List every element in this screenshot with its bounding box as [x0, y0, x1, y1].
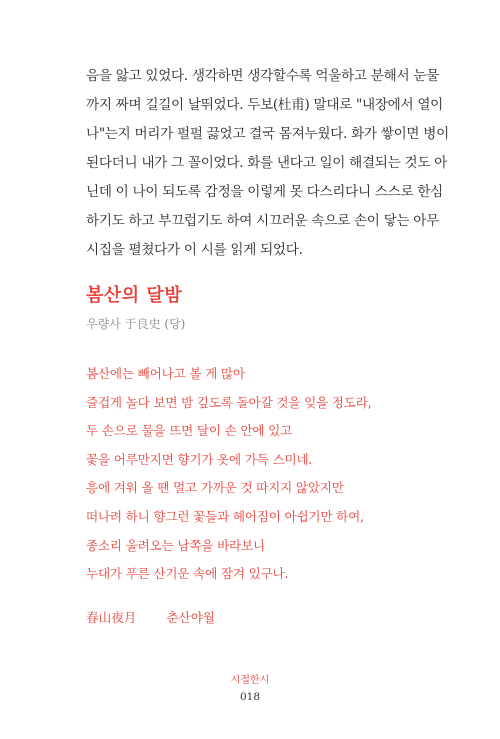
- body-text-line: 까지 짜며 길길이 날뛰었다. 두보(杜甫) 말대로 "내장에서 열이: [86, 97, 444, 113]
- poem-title: 봄산의 달밤: [86, 285, 183, 306]
- body-text-line: 닌데 이 나이 되도록 감정을 이렇게 못 다스리다니 스스로 한심: [86, 184, 443, 200]
- poem-line: 누대가 푸른 산기운 속에 잠겨 있구나.: [86, 566, 289, 582]
- poem-line: 봄산에는 빼어나고 볼 게 많아: [86, 366, 245, 381]
- running-head: 시절한시: [230, 675, 270, 686]
- body-text-line: 하기도 하고 부끄럽기도 하여 시끄러운 속으로 손이 닿는 아무: [86, 213, 439, 229]
- body-text-line: 된다더니 내가 그 꼴이었다. 화를 낸다고 일이 해결되는 것도 아: [86, 155, 447, 171]
- poem-line: 흥에 겨워 올 땐 멀고 가까운 것 따지지 않았지만: [86, 480, 344, 496]
- poem-line: 꽃을 어루만지면 향기가 옷에 가득 스미네.: [86, 451, 313, 467]
- poem-line: 즐겁게 놀다 보면 밤 깊도록 돌아갈 것을 잊을 정도라,: [86, 394, 372, 410]
- poem-line: 종소리 울려오는 남쪽을 바라보니: [86, 537, 265, 553]
- body-text-line: 시집을 펼쳤다가 이 시를 읽게 되었다.: [86, 242, 303, 258]
- body-text: [86, 62, 449, 265]
- poem-author: 우량사 于良史 (당): [86, 317, 186, 331]
- poem-body: [86, 360, 426, 589]
- body-text-line: 음을 앓고 있었다. 생각하면 생각할수록 억울하고 분해서 눈물: [86, 68, 439, 84]
- poem-original-title: [86, 608, 215, 628]
- page-number: 018: [239, 691, 261, 703]
- poem-line: 떠나려 하니 향그런 꽃들과 헤어짐이 아쉽기만 하여,: [86, 508, 364, 524]
- poem-line: 두 손으로 물을 뜨면 달이 손 안에 있고: [86, 423, 293, 439]
- poem-title-hanja: 春山夜月: [86, 610, 137, 625]
- body-text-line: 나"는지 머리가 펄펄 끓었고 결국 몸져누웠다. 화가 쌓이면 병이: [86, 126, 449, 142]
- poem-title-hangul: 춘산야월: [166, 610, 216, 625]
